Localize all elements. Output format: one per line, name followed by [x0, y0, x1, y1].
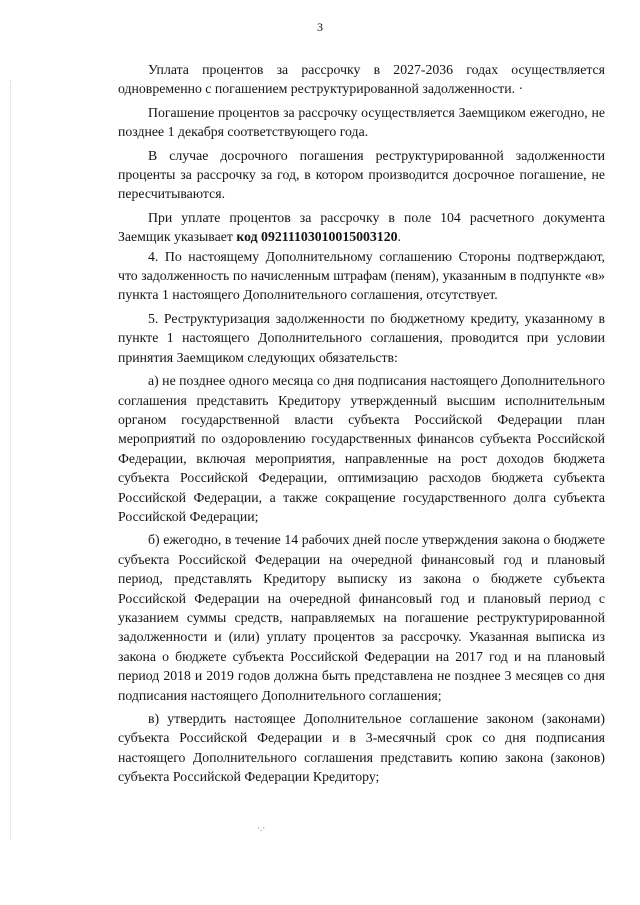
- paragraph-payment-code: [118, 208, 605, 247]
- paragraph-obligation-a: а) не позднее одного месяца со дня подписания настоящего Дополнительного соглашения представить Кредитору утвержденный высшим исполнительным органом государственной власти субъекта Российской Федерации план мероприятий по оздоровлению государственных финансов субъекта Российской Федерации, включая мероприятия, направленные на рост доходов бюджета субъекта Российской Федерации, оптимизацию расходов бюджета субъекта Российской Федерации, а также сокращение государственного долга субъекта Российской Федерации;: [118, 373, 605, 524]
- paragraph-early-repayment: В случае досрочного погашения реструктурированной задолженности проценты за рассрочку за год, в котором производится досрочное погашение, не пересчитываются.: [118, 147, 605, 202]
- page-number: 3: [317, 20, 323, 34]
- paragraph-obligation-c: в) утвердить настоящее Дополнительное соглашение законом (законами) субъекта Российской Федерации и в 3-месячный срок со дня подписания настоящего Дополнительного соглашения представить копию закона (законов) субъекта Российской Федерации Кредитору;: [118, 711, 605, 785]
- scan-mark: ·.·: [257, 823, 266, 833]
- scan-margin-dots: [10, 80, 12, 840]
- document-body: [118, 60, 605, 787]
- paragraph-clause-4: 4. По настоящему Дополнительному соглашению Стороны подтверждают, что задолженность по начисленным штрафам (пеням), указанным в подпункте «в» пункта 1 настоящего Дополнительного соглашения, отсутствует.: [118, 248, 605, 303]
- paragraph-obligation-b: б) ежегодно, в течение 14 рабочих дней после утверждения закона о бюджете субъекта Российской Федерации на очередной финансовый год и плановый период, представлять Кредитору выписку из закона о бюджете субъекта Российской Федерации на очередной финансовый год и плановый период с указанием суммы средств, направляемых на погашение реструктурированной задолженности и (или) уплату процентов за рассрочку. Указанная выписка из закона о бюджете субъекта Российской Федерации на 2017 год и на плановый период 2018 и 2019 годов должна быть представлена не позднее 3 месяцев со дня подписания настоящего Дополнительного соглашения;: [118, 532, 605, 703]
- payment-code: код 09211103010015003120: [236, 229, 398, 245]
- paragraph-clause-5: 5. Реструктуризация задолженности по бюджетному кредиту, указанному в пункте 1 настоящего Дополнительного соглашения, проводится при условии принятия Заемщиком следующих обязательств:: [118, 310, 605, 365]
- payment-code-tail: .: [397, 229, 401, 245]
- paragraph-interest-payment: Уплата процентов за рассрочку в 2027-2036 годах осуществляется одновременно с погашением реструктурированной задолженности. ·: [118, 62, 605, 97]
- payment-code-intro: При уплате процентов за рассрочку в поле 104 расчетного документа Заемщик указывает: [118, 209, 605, 245]
- paragraph-annual-repayment: Погашение процентов за рассрочку осуществляется Заемщиком ежегодно, не позднее 1 декабря соответствующего года.: [118, 104, 605, 140]
